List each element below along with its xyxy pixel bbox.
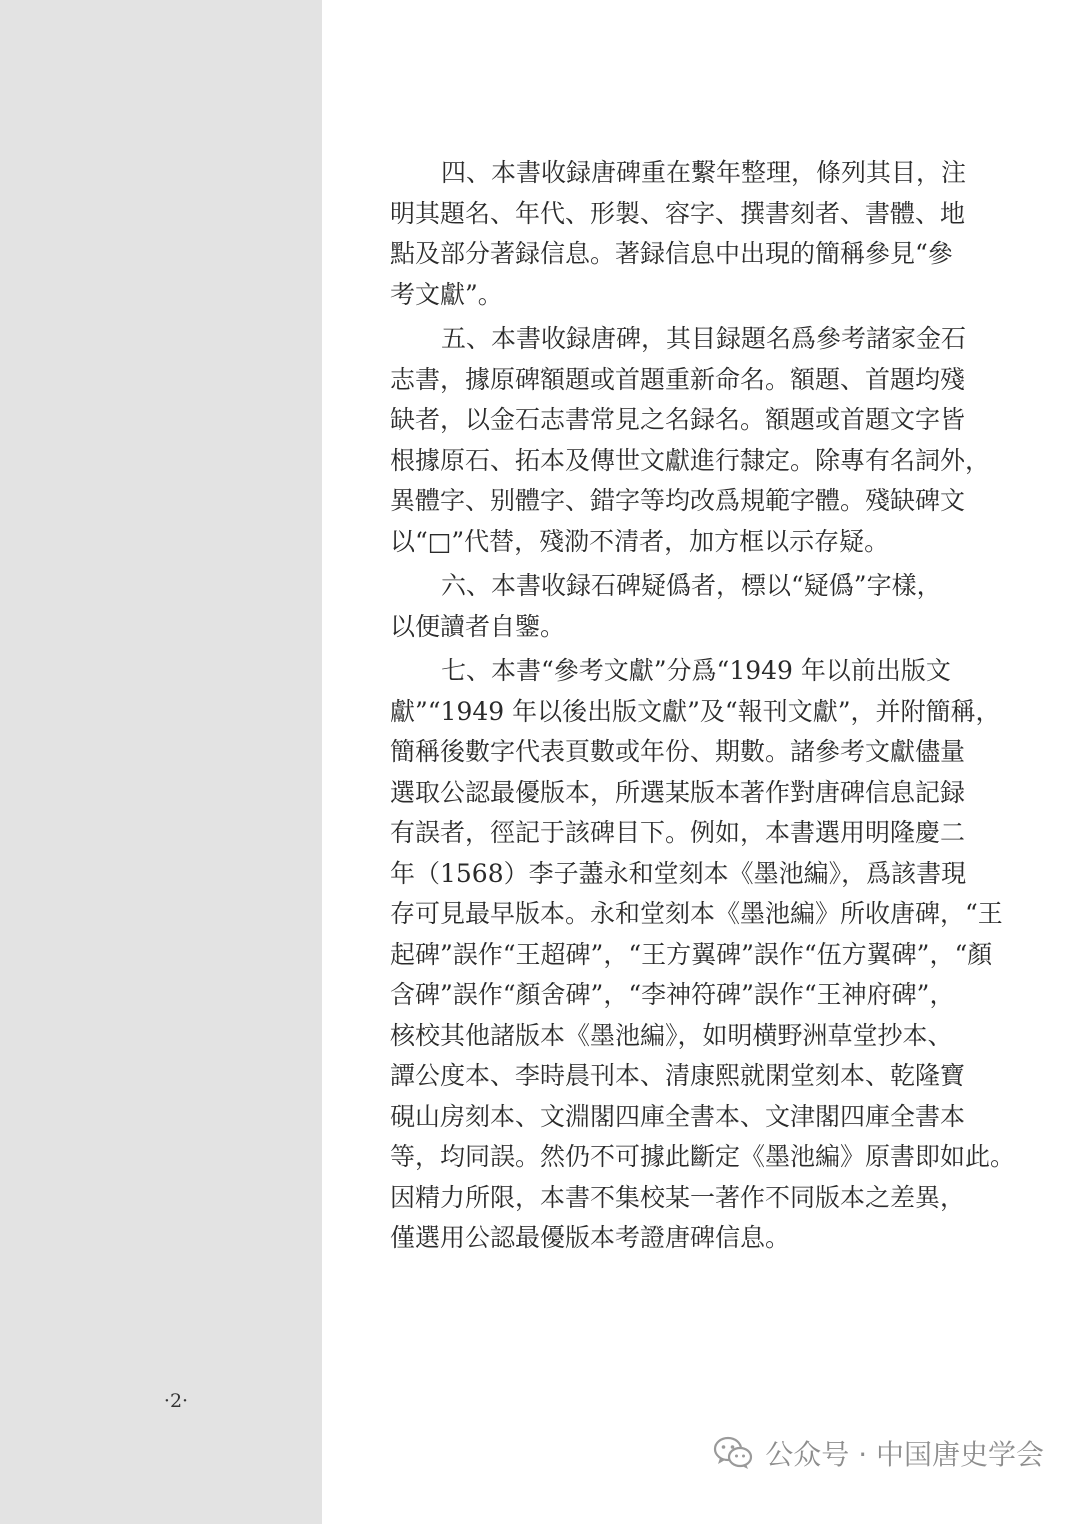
text-line: 簡稱後數字代表頁數或年份、期數。諸參考文獻儘量 [390,737,966,766]
text-line: 缺者，以金石志書常見之名録名。額題或首題文字皆 [390,405,966,434]
paragraph-5 [390,319,991,562]
paragraph-6 [390,566,942,647]
page-number: ·2· [163,1390,189,1412]
text-line: 四、本書收録唐碑重在繫年整理，條列其目，注 [441,158,967,187]
wechat-icon [713,1435,753,1471]
paragraph-7 [390,651,1016,1259]
text-line: 以“□”代替，殘泐不清者，加方框以示存疑。 [390,526,890,556]
text-line: 核校其他諸版本《墨池編》，如明横野洲草堂抄本、 [390,1020,953,1050]
text-line: 獻”“1949 年以後出版文獻”及“報刊文獻”，并附簡稱， [390,696,1001,726]
text-line: 硯山房刻本、文淵閣四庫全書本、文津閣四庫全書本 [390,1101,966,1131]
text-line: 明其題名、年代、形製、容字、撰書刻者、書體、地 [390,198,966,228]
text-line: 異體字、别體字、錯字等均改爲規範字體。殘缺碑文 [390,486,966,515]
text-line: 因精力所限，本書不集校某一著作不同版本之差異， [390,1182,966,1212]
text-line: 等，均同誤。然仍不可據此斷定《墨池編》原書即如此。 [390,1142,1016,1171]
text-line: 存可見最早版本。永和堂刻本《墨池編》所收唐碑，“王 [390,899,1003,928]
text-line: 考文獻”。 [390,279,503,309]
text-line: 起碑”誤作“王超碑”，“王方翼碑”誤作“伍方翼碑”，“顏 [390,939,993,969]
text-line: 含碑”誤作“顏舍碑”，“李神符碑”誤作“王神府碑”， [390,980,955,1009]
text-line: 七、本書“參考文獻”分爲“1949 年以前出版文 [441,656,951,685]
text-line: 僅選用公認最優版本考證唐碑信息。 [390,1223,791,1252]
text-line: 譚公度本、李時晨刊本、清康熙就閑堂刻本、乾隆寶 [390,1061,966,1090]
text-line: 五、本書收録唐碑，其目録題名爲參考諸家金石 [441,324,967,353]
text-line: 有誤者，徑記于該碑目下。例如，本書選用明隆慶二 [390,818,966,847]
text-line: 點及部分著録信息。著録信息中出現的簡稱參見“參 [390,239,953,268]
text-line: 選取公認最優版本，所選某版本著作對唐碑信息記録 [390,777,966,807]
watermark-text: 公众号 · 中国唐史学会 [765,1438,1044,1471]
text-line: 志書，據原碑額題或首題重新命名。額題、首題均殘 [390,364,966,394]
gray-side-band [0,0,322,1524]
page-body [390,153,1016,1263]
watermark [713,1433,1044,1473]
text-line: 年（1568）李子藎永和堂刻本《墨池編》，爲該書現 [390,858,967,888]
text-line: 根據原石、拓本及傳世文獻進行隸定。除專有名詞外， [390,445,991,475]
text-line: 以便讀者自鑒。 [390,611,566,641]
paragraph-4 [390,153,967,315]
text-line: 六、本書收録石碑疑僞者，標以“疑僞”字樣， [441,571,942,600]
